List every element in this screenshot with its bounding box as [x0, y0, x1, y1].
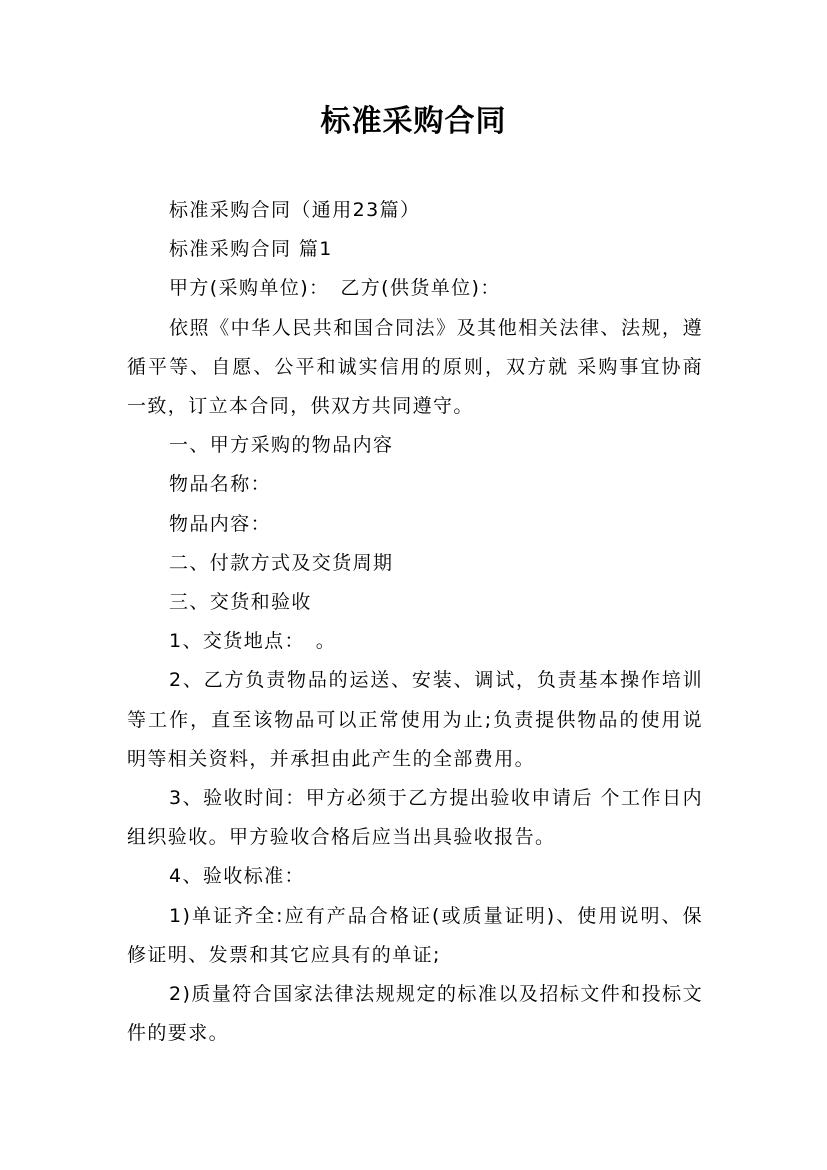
paragraph-section-heading: 标准采购合同 篇1 — [169, 238, 333, 261]
paragraph-item-content: 物品内容： — [169, 512, 272, 535]
paragraph-acceptance-time: 3、验收时间：甲方必须于乙方提出验收申请后 个工作日内组织验收。甲方验收合格后应当出具验收报告。 — [127, 787, 703, 849]
document-body — [127, 191, 703, 1053]
paragraph-parties: 甲方(采购单位)： 乙方(供货单位)： — [169, 277, 501, 300]
paragraph-standard-quality: 2)质量符合国家法律法规规定的标准以及招标文件和投标文件的要求。 — [127, 983, 703, 1045]
paragraph-clause-3: 三、交货和验收 — [169, 591, 312, 614]
paragraph-delivery-location: 1、交货地点： 。 — [169, 630, 337, 653]
paragraph-supplier-duties: 2、乙方负责物品的运送、安装、调试，负责基本操作培训等工作，直至该物品可以正常使用为止;负责提供物品的使用说明等相关资料，并承担由此产生的全部费用。 — [127, 669, 703, 770]
paragraph-clause-2: 二、付款方式及交货周期 — [169, 551, 394, 574]
document-title: 标准采购合同 — [320, 104, 507, 139]
paragraph-item-name: 物品名称： — [169, 473, 272, 496]
paragraph-preamble: 依照《中华人民共和国合同法》及其他相关法律、法规，遵循平等、自愿、公平和诚实信用的原则，双方就 采购事宜协商一致，订立本合同，供双方共同遵守。 — [127, 316, 703, 418]
paragraph-clause-1: 一、甲方采购的物品内容 — [169, 434, 394, 457]
paragraph-standard-documents: 1)单证齐全:应有产品合格证(或质量证明)、使用说明、保修证明、发票和其它应具有的单证; — [127, 904, 703, 966]
paragraph-acceptance-standard: 4、验收标准： — [169, 865, 305, 888]
paragraph-subtitle: 标准采购合同（通用23篇） — [169, 199, 421, 221]
